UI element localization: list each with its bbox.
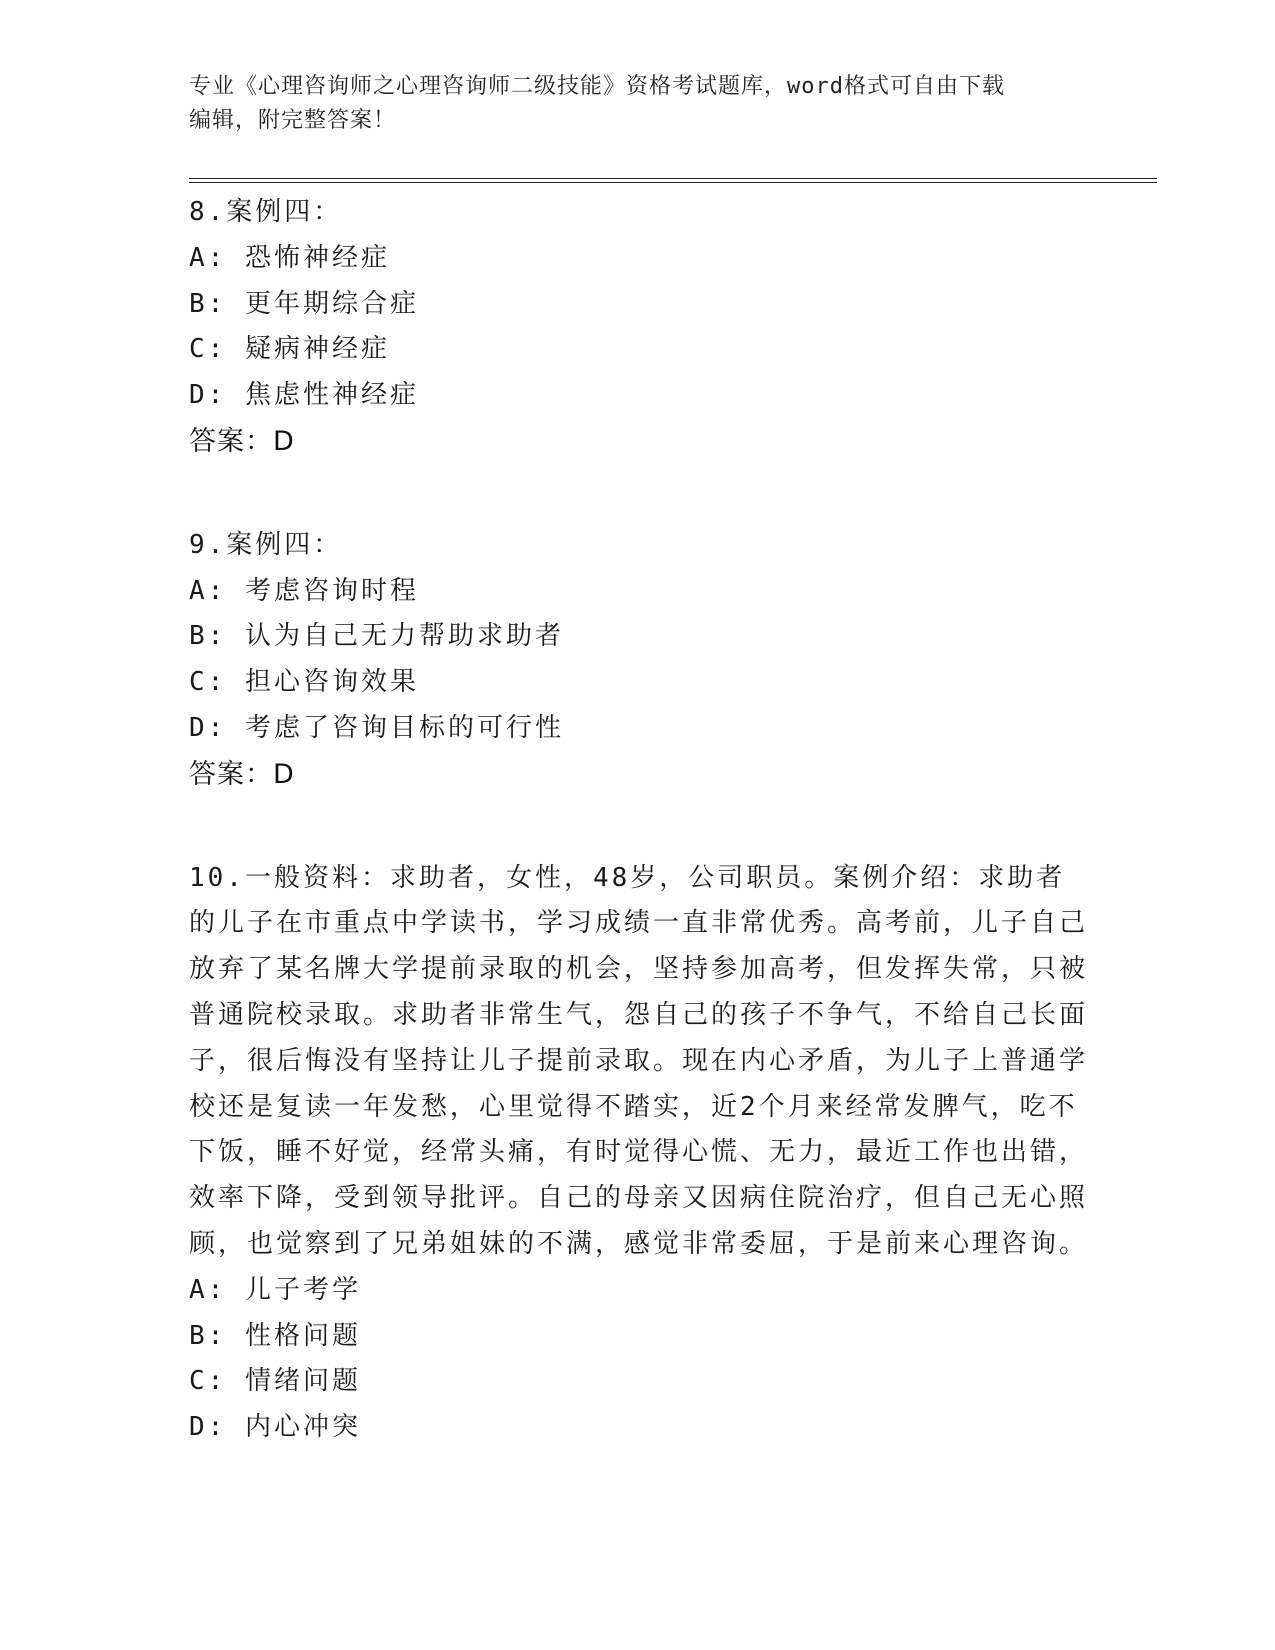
option-c: C: 担心咨询效果 bbox=[189, 667, 419, 698]
option-c: C: 疑病神经症 bbox=[189, 334, 390, 365]
option-d: D: 考虑了咨询目标的可行性 bbox=[189, 712, 564, 743]
option-a: A: 儿子考学 bbox=[189, 1274, 361, 1305]
question-8 bbox=[189, 190, 1089, 465]
option-b: B: 认为自己无力帮助求助者 bbox=[189, 621, 564, 652]
header-divider-top bbox=[189, 178, 1157, 179]
option-c: C: 情绪问题 bbox=[189, 1366, 361, 1397]
option-d: D: 内心冲突 bbox=[189, 1412, 361, 1443]
option-d: D: 焦虑性神经症 bbox=[189, 380, 419, 411]
document-header bbox=[189, 70, 1089, 138]
question-stem: 8.案例四： bbox=[189, 197, 343, 227]
option-b: B: 更年期综合症 bbox=[189, 288, 419, 319]
answer-line: 答案：D bbox=[189, 758, 295, 790]
question-10 bbox=[189, 856, 1089, 1451]
question-stem: 9.案例四： bbox=[189, 529, 343, 560]
header-line-1: 专业《心理咨询师之心理咨询师二级技能》资格考试题库，word格式可自由下载 bbox=[189, 74, 1005, 99]
option-a: A: 恐怖神经症 bbox=[189, 242, 390, 273]
option-a: A: 考虑咨询时程 bbox=[189, 575, 419, 606]
option-b: B: 性格问题 bbox=[189, 1320, 361, 1351]
answer-line: 答案：D bbox=[189, 425, 295, 457]
question-9 bbox=[189, 523, 1089, 798]
question-stem: 10.一般资料：求助者，女性，48岁，公司职员。案例介绍：求助者的儿子在市重点中学读书，学习成绩一直非常优秀。高考前，儿子自己放弃了某名牌大学提前录取的机会，坚持参加高考，但发挥失常，只被普通院校录取。求助者非常生气，怨自己的孩子不争气，不给自己长面子，很后悔没有坚持让儿子提前录取。现在内心矛盾，为儿子上普通学校还是复读一年发愁，心里觉得不踏实，近2个月来经常发脾气，吃不下饭，睡不好觉，经常头痛，有时觉得心慌、无力，最近工作也出错，效率下降，受到领导批评。自己的母亲又因病住院治疗，但自己无心照顾，也觉察到了兄弟姐妹的不满，感觉非常委屈，于是前来心理咨询。 bbox=[189, 862, 1089, 1259]
question-list bbox=[189, 190, 1089, 1509]
header-divider-bottom bbox=[189, 182, 1157, 183]
header-line-2: 编辑，附完整答案！ bbox=[189, 108, 397, 133]
